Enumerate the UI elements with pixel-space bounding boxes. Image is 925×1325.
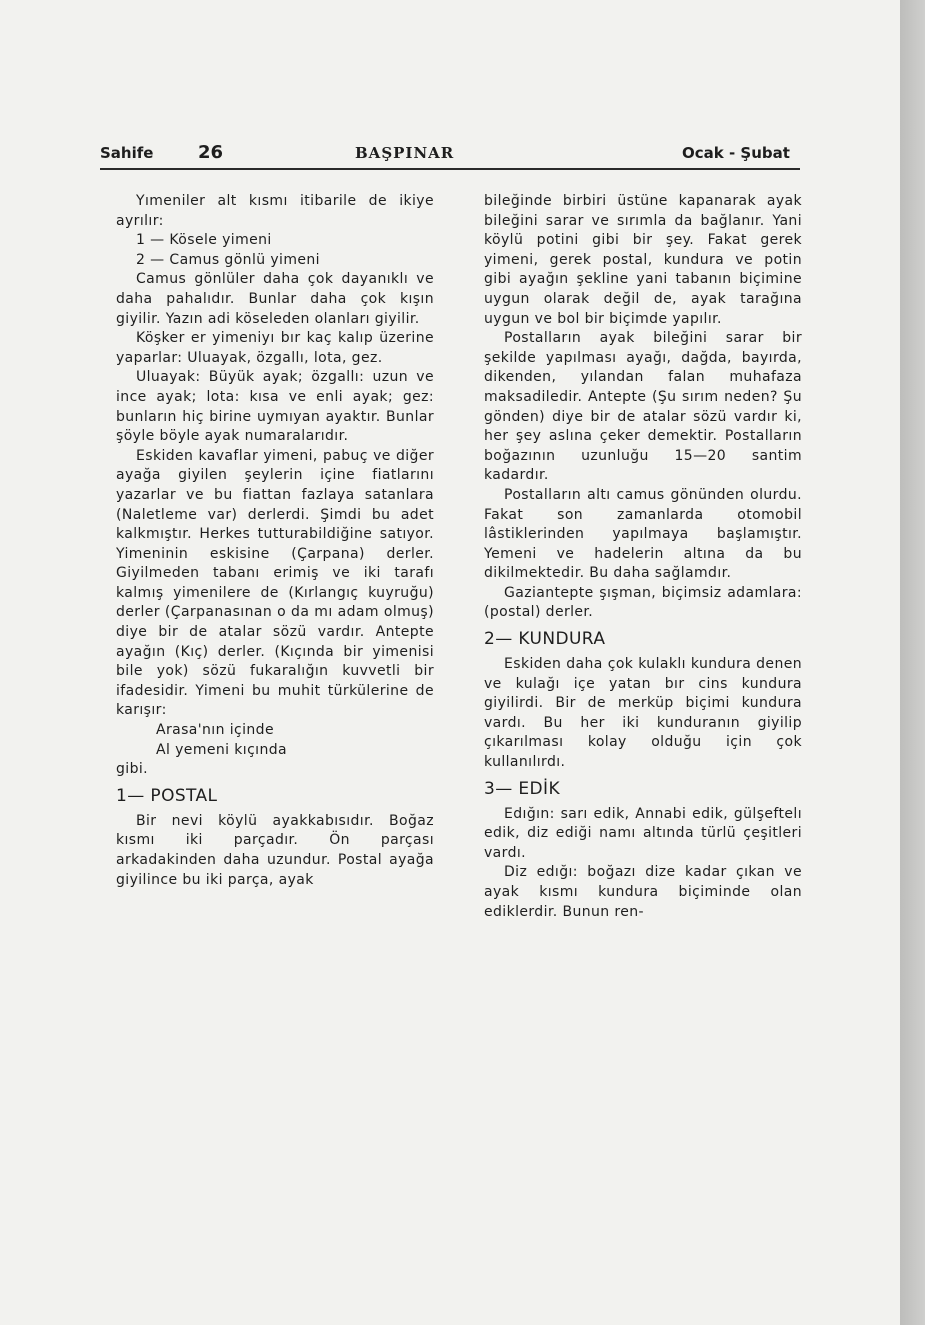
- list-item: 1 — Kösele yimeni: [136, 232, 272, 249]
- verse-end: gibi.: [116, 761, 149, 778]
- paragraph: Camus gönlüler daha çok dayanıklı ve daha pahalıdır. Bunlar daha çok kışın giyilir. Yazın adi köseleden olanları giyilir.: [116, 271, 434, 327]
- paragraph: Köşker er yimeniyı bır kaç kalıp üzerine yaparlar: Uluayak, özgallı, lota, gez.: [116, 330, 434, 366]
- page-label: Sahife: [100, 144, 154, 162]
- left-column: [116, 192, 434, 890]
- header-rule: [100, 168, 800, 170]
- right-column: [484, 192, 802, 922]
- journal-title: BAŞPINAR: [355, 144, 455, 162]
- paragraph: Gaziantepte şışman, biçimsiz adamlara: (postal) derler.: [484, 584, 802, 621]
- paragraph: Diz edığı: boğazı dize kadar çıkan ve ayak kısmı kundura biçiminde olan ediklerdir. Bunun ren-: [484, 864, 802, 920]
- paragraph: Uluayak: Büyük ayak; özgallı: uzun ve ince ayak; lota: kısa ve enli ayak; gez: bunların hiç birine uymıyan ayaktır. Bunlar şöyle böyle ayak numaralarıdır.: [116, 369, 434, 445]
- issue-date: Ocak - Şubat: [682, 144, 790, 162]
- paragraph: Yımeniler alt kısmı itibarile de ikiye ayrılır:: [116, 193, 434, 229]
- page-header: [100, 140, 800, 170]
- paragraph: Eskiden kavaflar yimeni, pabuç ve diğer ayağa giyilen şeylerin içine fiatlarını yazarlar ve bu fiattan fazlaya satanlara (Naletleme var) derlerdi. Şimdi bu adet kalkmıştır. Herkes tutturabildiğine satıyor. Yimeninin eskisine (Çarpana) derler. Giyilmeden tabanı erimiş ve iki tarafı kalmış yimenilere de (Kırlangıç kuyruğu) derler (Çarpanasınan o da mı adam olmuş) diye bir de atalar sözü vardır. Antepte ayağın (Kıç) derler. (Kıçında bir yimenisi bile yok) sözü fukaralığın kuvvetli bir ifadesidir. Yimeni bu muhit türkülerine de karışır:: [116, 447, 434, 719]
- scan-edge: [900, 0, 925, 1325]
- section-heading-postal: 1— POSTAL: [116, 785, 218, 806]
- section-heading-kundura: 2— KUNDURA: [484, 629, 606, 650]
- paragraph: Postalların altı camus gönünden olurdu. Fakat son zamanlarda otomobil lâstiklerinden yapılmaya başlamıştır. Yemeni ve hadelerin altına da bu dikilmektedir. Bu daha sağlamdır.: [484, 486, 802, 582]
- paragraph: Edığın: sarı edik, Annabi edik, gülşeftelı edik, diz ediği namı altında türlü çeşitleri vardı.: [484, 805, 802, 861]
- list-item: 2 — Camus gönlü yimeni: [136, 251, 320, 268]
- verse-line: Arasa'nın içinde: [156, 722, 274, 739]
- paragraph: Eskiden daha çok kulaklı kundura denen ve kulağı içe yatan bır cins kundura giyilirdi. Bir de merküp biçimi kundura vardı. Bu her iki kunduranın giyilip çıkarılması kolay olduğu için çok kullanılırdı.: [484, 656, 802, 771]
- paragraph: Bir nevi köylü ayakkabısıdır. Boğaz kısmı iki parçadır. Ön parçası arkadakinden daha uzundur. Postal ayağa giyilince bu iki parça, ayak: [116, 812, 434, 888]
- verse-line: Al yemeni kıçında: [156, 741, 288, 758]
- section-heading-edik: 3— EDİK: [484, 778, 561, 799]
- paragraph: bileğinde birbiri üstüne kapanarak ayak bileğini sarar ve sırımla da bağlanır. Yani köylü potini gibi bir şey. Fakat gerek yimeni, gerek postal, kundura ve potin gibi ayağın şekline yani tabanın biçimine uygun olarak değil de, ayak tarağına uygun ve bol bir biçimde yapılır.: [484, 193, 802, 327]
- page-number: 26: [198, 142, 224, 163]
- paragraph: Postalların ayak bileğini sarar bir şekilde yapılması ayağı, dağda, bayırda, dikenden, yılandan falan muhafaza maksadiledir. Antepte (Şu sırım neden? Şu gönden) diye bir de atalar sözü vardır ki, her şey aslına çeker demektir. Postalların boğazının uzunluğu 15—20 santim kadardır.: [484, 330, 802, 484]
